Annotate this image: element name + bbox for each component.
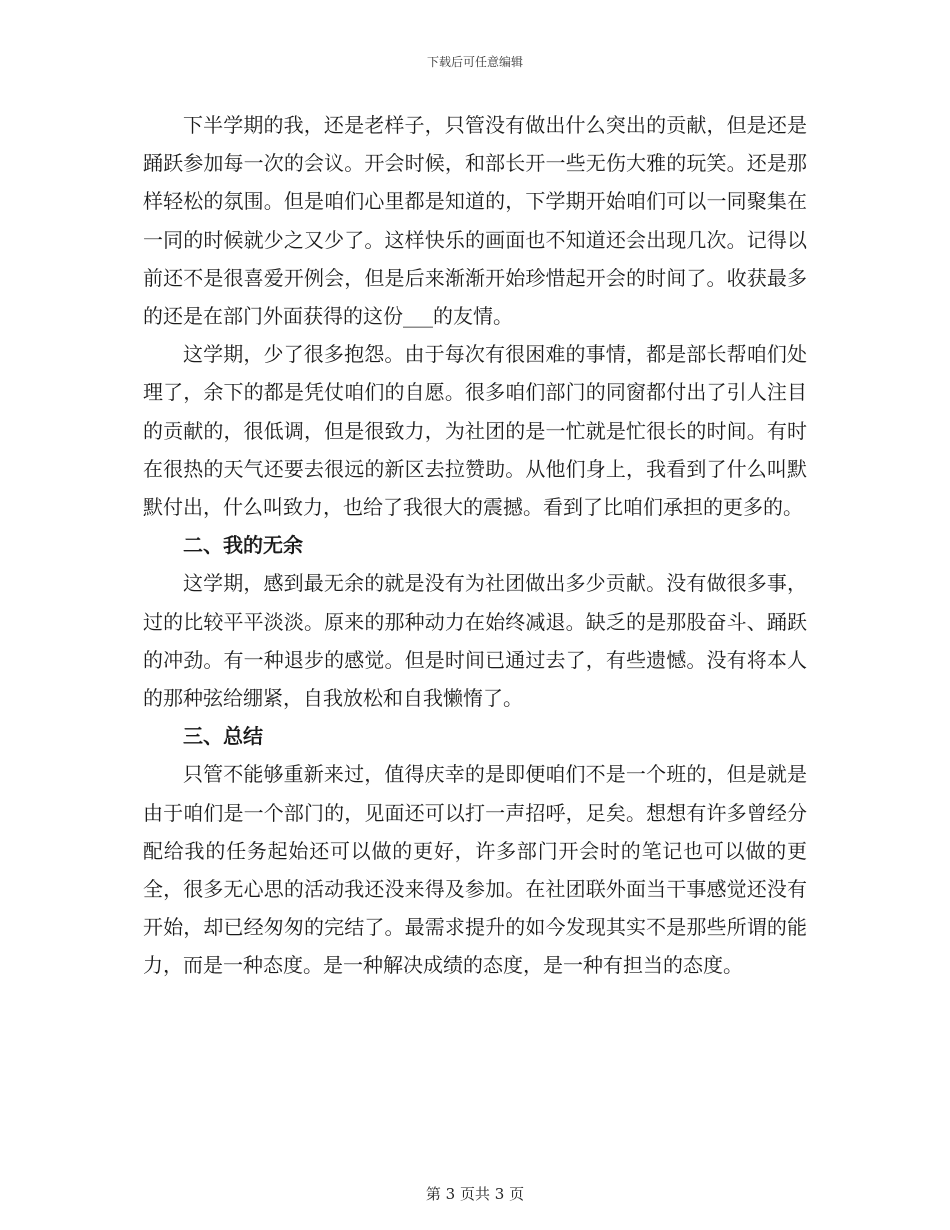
paragraph-1: 下半学期的我，还是老样子，只管没有做出什么突出的贡献，但是还是踊跃参加每一次的会议。开会时候，和部长开一些无伤大雅的玩笑。还是那样轻松的氛围。但是咱们心里都是知道的，下学期开始咱们可以一同聚集在一同的时候就少之又少了。这样快乐的画面也不知道还会出现几次。记得以前还不是很喜爱开例会，但是后来渐渐开始珍惜起开会的时间了。收获最多的还是在部门外面获得的这份___的友情。 xyxy=(143,113,807,329)
page-footer: 第 3 页共 3 页 xyxy=(425,1185,525,1203)
section-heading-2: 二、我的无余 xyxy=(183,533,303,558)
paragraph-4: 只管不能够重新来过，值得庆幸的是即便咱们不是一个班的，但是就是由于咱们是一个部门的，见面还可以打一声招呼，足矣。想想有许多曾经分配给我的任务起始还可以做的更好，许多部门开会时的笔记也可以做的更全，很多无心思的活动我还没来得及参加。在社团联外面当干事感觉还没有开始，却已经匆匆的完结了。最需求提升的如今发现其实不是那些所谓的能力，而是一种态度。是一种解决成绩的态度，是一种有担当的态度。 xyxy=(143,762,807,978)
paragraph-3: 这学期，感到最无余的就是没有为社团做出多少贡献。没有做很多事，过的比较平平淡淡。原来的那种动力在始终减退。缺乏的是那股奋斗、踊跃的冲劲。有一种退步的感觉。但是时间已通过去了，有些遗憾。没有将本人的那种弦给绷紧，自我放松和自我懒惰了。 xyxy=(143,571,807,711)
page-header: 下载后可任意编辑 xyxy=(426,55,523,69)
paragraph-2: 这学期，少了很多抱怨。由于每次有很困难的事情，都是部长帮咱们处理了，余下的都是凭仗咱们的自愿。很多咱们部门的同窗都付出了引人注目的贡献的，很低调，但是很致力，为社团的是一忙就是忙很长的时间。有时在很热的天气还要去很远的新区去拉赞助。从他们身上，我看到了什么叫默默付出，什么叫致力，也给了我很大的震撼。看到了比咱们承担的更多的。 xyxy=(143,342,807,520)
section-heading-3: 三、总结 xyxy=(183,724,263,749)
document-body xyxy=(143,106,807,985)
